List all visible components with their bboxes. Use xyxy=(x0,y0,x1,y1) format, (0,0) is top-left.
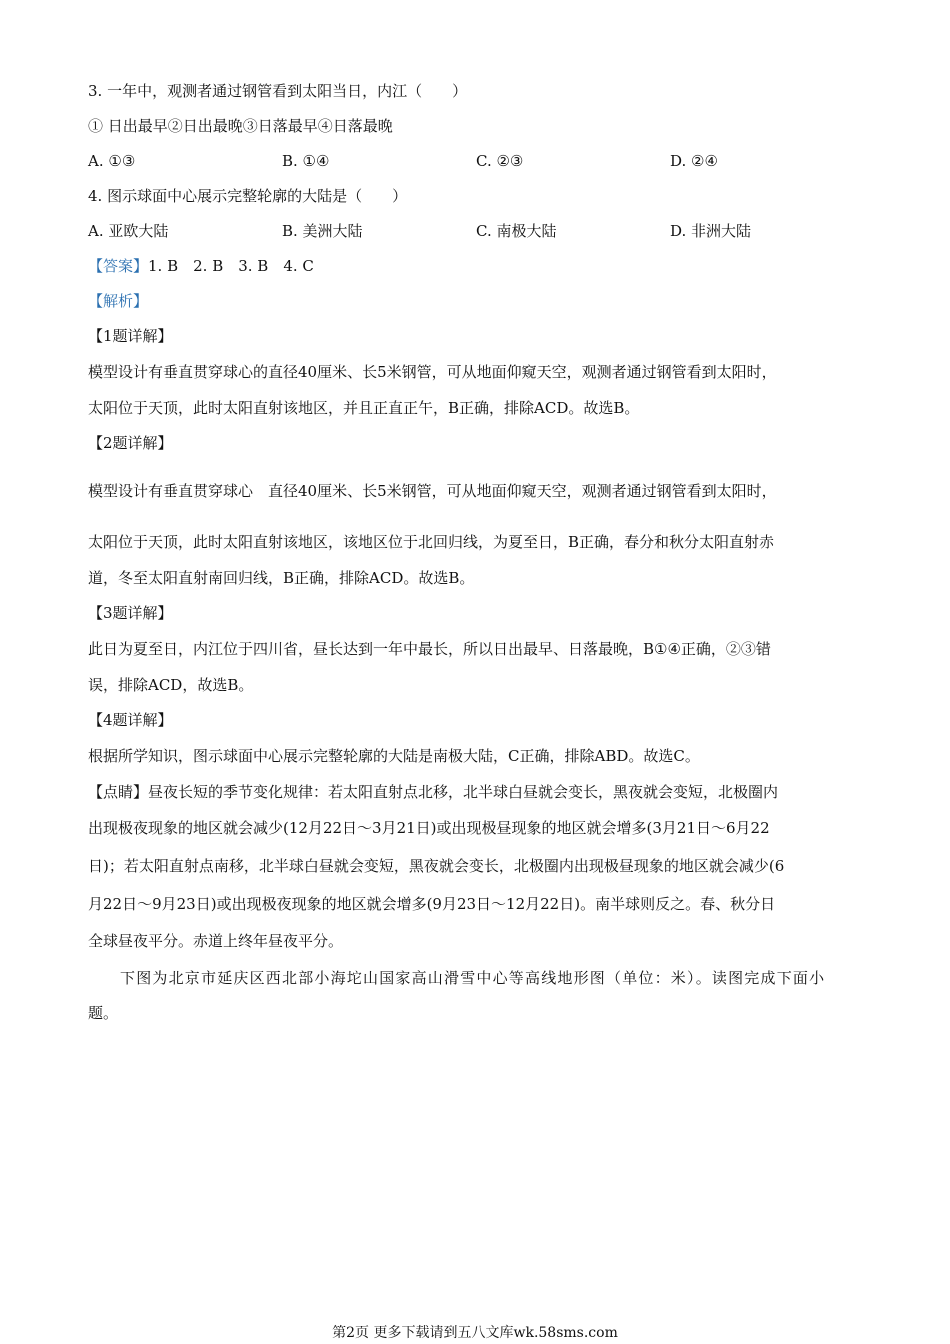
tip-line: 【点睛】昼夜长短的季节变化规律：若太阳直射点北移，北半球白昼就会变长，黑夜就会变短，北极圈内 xyxy=(88,783,779,801)
detail-2-heading: 【2题详解】 xyxy=(88,434,173,452)
detail-4-line: 根据所学知识，图示球面中心展示完整轮廓的大陆是南极大陆，C正确，排除ABD。故选C。 xyxy=(88,747,700,765)
intro-line: 下图为北京市延庆区西北部小海坨山国家高山滑雪中心等高线地形图（单位：米）。读图完成下面小 xyxy=(120,969,826,987)
detail-1-line: 模型设计有垂直贯穿球心的直径40厘米、长5米钢管，可从地面仰窥天空，观测者通过钢管看到太阳时， xyxy=(88,363,777,381)
detail-4-heading: 【4题详解】 xyxy=(88,711,173,729)
question-4-options xyxy=(88,221,863,241)
option-a: A. ①③ xyxy=(88,152,136,170)
detail-2-line: 模型设计有垂直贯穿球心 直径40厘米、长5米钢管，可从地面仰窥天空，观测者通过钢管看到太阳时， xyxy=(88,482,777,500)
option-d: D. 非洲大陆 xyxy=(670,222,752,240)
question-4-stem: 4. 图示球面中心展示完整轮廓的大陆是（ ） xyxy=(88,187,408,205)
detail-2-line: 道，冬至太阳直射南回归线，B正确，排除ACD。故选B。 xyxy=(88,569,475,587)
page-footer: 第2页 更多下载请到五八文库wk.58sms.com xyxy=(332,1325,618,1341)
tip-line: 月22日～9月23日)或出现极夜现象的地区就会增多(9月23日～12月22日)。南半球则反之。春、秋分日 xyxy=(88,895,776,913)
option-b: B. 美洲大陆 xyxy=(282,222,363,240)
tip-line: 日)；若太阳直射点南移，北半球白昼就会变短，黑夜就会变长，北极圈内出现极昼现象的地区就会减少(6 xyxy=(88,857,785,875)
analysis-label: 【解析】 xyxy=(88,292,149,310)
detail-3-line: 误，排除ACD，故选B。 xyxy=(88,676,254,694)
answer-text: 1. B 2. B 3. B 4. C xyxy=(148,257,314,275)
detail-3-line: 此日为夏至日，内江位于四川省，昼长达到一年中最长，所以日出最早、日落最晚，B①④正确，②③错 xyxy=(88,640,771,658)
option-d: D. ②④ xyxy=(670,152,718,170)
option-a: A. 亚欧大陆 xyxy=(88,222,169,240)
question-3-options xyxy=(88,151,863,171)
detail-1-heading: 【1题详解】 xyxy=(88,327,173,345)
intro-line: 题。 xyxy=(88,1004,119,1022)
answer-label: 【答案】 xyxy=(88,257,149,275)
question-3-stem: 3. 一年中，观测者通过钢管看到太阳当日，内江（ ） xyxy=(88,82,468,100)
detail-3-heading: 【3题详解】 xyxy=(88,604,173,622)
option-c: C. ②③ xyxy=(476,152,524,170)
detail-2-line: 太阳位于天顶，此时太阳直射该地区，该地区位于北回归线，为夏至日，B正确，春分和秋分太阳直射赤 xyxy=(88,533,775,551)
tip-line: 出现极夜现象的地区就会减少(12月22日～3月21日)或出现极昼现象的地区就会增多(3月21日～6月22 xyxy=(88,819,770,837)
answer-line xyxy=(88,256,314,276)
detail-1-line: 太阳位于天顶，此时太阳直射该地区，并且正直正午，B正确，排除ACD。故选B。 xyxy=(88,399,640,417)
tip-line: 全球昼夜平分。赤道上终年昼夜平分。 xyxy=(88,932,344,950)
option-b: B. ①④ xyxy=(282,152,330,170)
option-c: C. 南极大陆 xyxy=(476,222,557,240)
question-3-items: ① 日出最早②日出最晚③日落最早④日落最晚 xyxy=(88,117,393,135)
